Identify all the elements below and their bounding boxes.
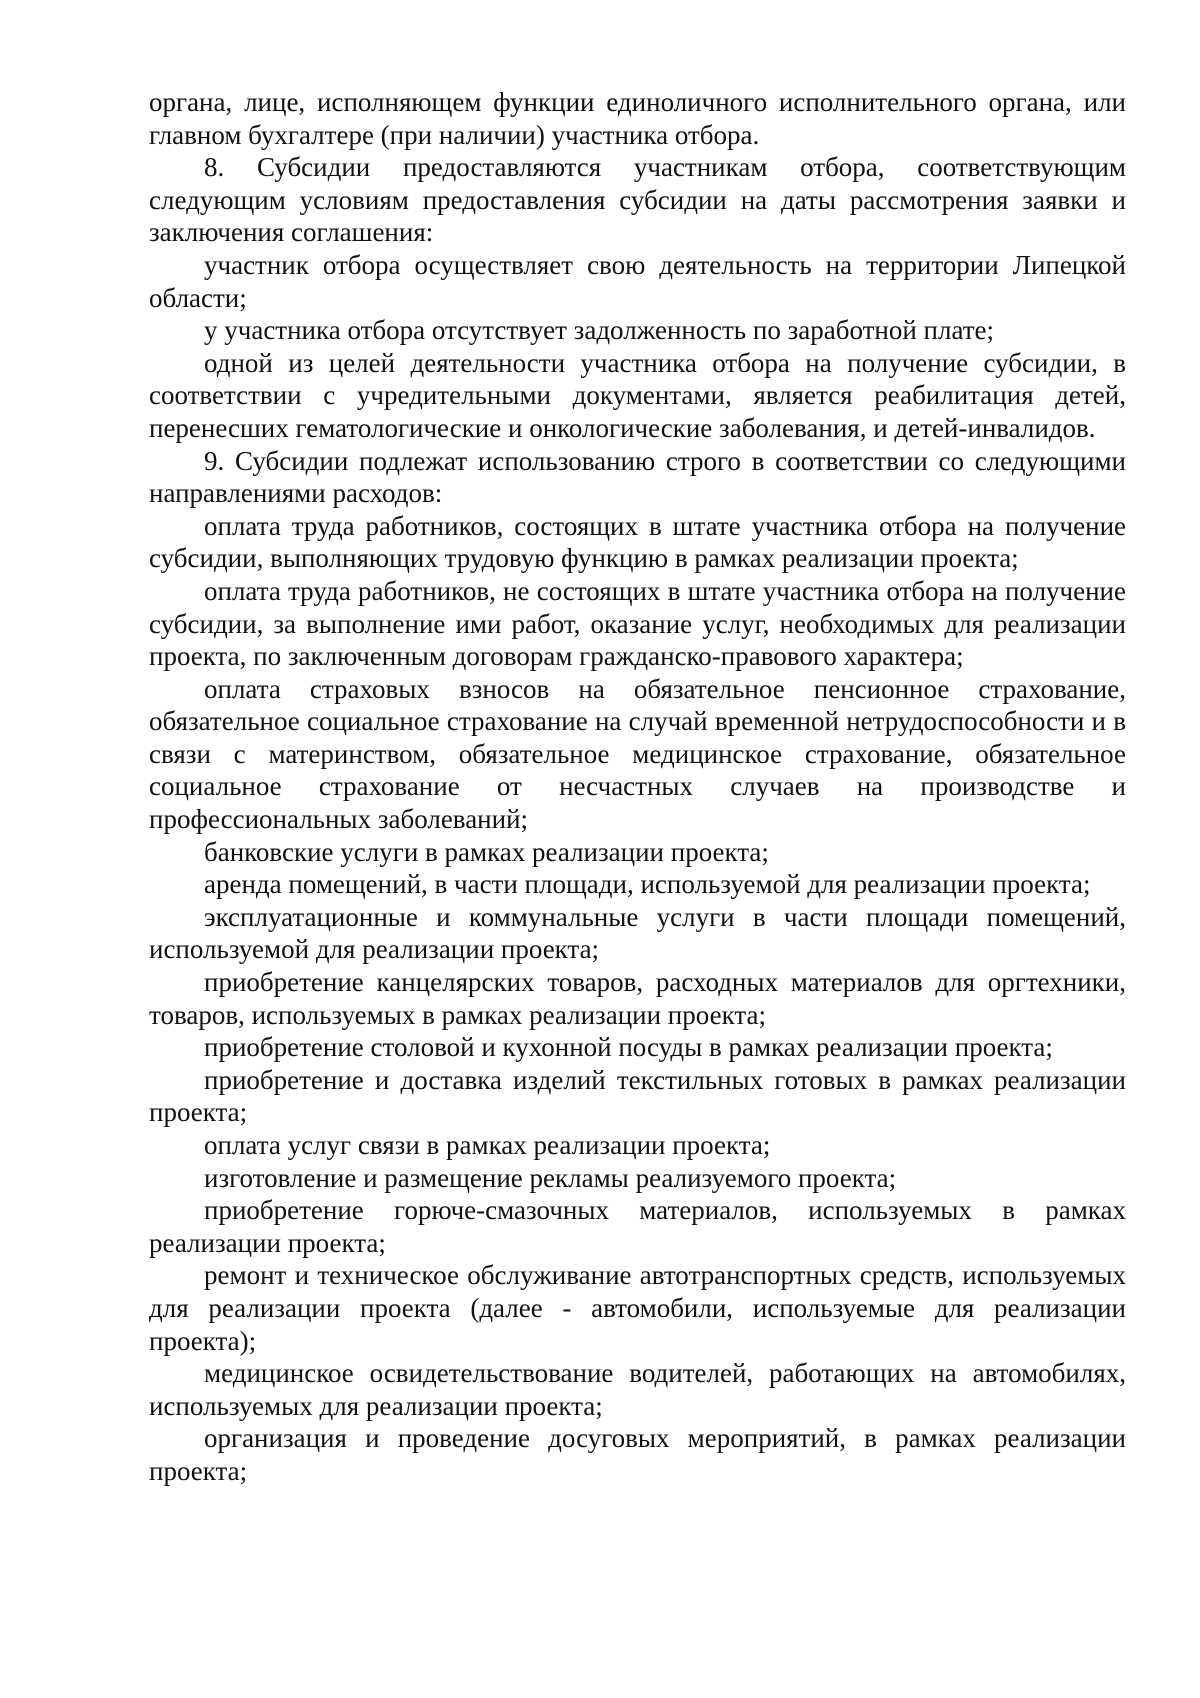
paragraph-continuation: органа, лице, исполняющем функции единоличного исполнительного органа, или главном бухгалтере (при наличии) участника отбора. [149, 87, 1126, 150]
paragraph-expense-rent: аренда помещений, в части площади, используемой для реализации проекта; [204, 869, 1091, 900]
paragraph-condition-no-debt: у участника отбора отсутствует задолженность по заработной плате; [204, 315, 995, 346]
paragraph-item-8: 8. Субсидии предоставляются участникам отбора, соответствующим следующим условиям предоставления субсидии на даты рассмотрения заявки и заключения соглашения: [149, 152, 1126, 248]
paragraph-expense-fuel: приобретение горюче-смазочных материалов, используемых в рамках реализации проекта; [149, 1195, 1126, 1258]
paragraph-expense-insurance: оплата страховых взносов на обязательное пенсионное страхование, обязательное социальное страхование на случай временной нетрудоспособности и в связи с материнством, обязательное медицинское страхование, обязательное социальное страхование от несчастных случаев на производстве и профессиональных заболеваний; [149, 673, 1126, 835]
document-body [149, 86, 1126, 1488]
paragraph-expense-contract-pay: оплата труда работников, не состоящих в штате участника отбора на получение субсидии, за выполнение ими работ, оказание услуг, необходимых для реализации проекта, по заключенным договорам гражданско-правового характера; [149, 575, 1126, 672]
paragraph-expense-communications: оплата услуг связи в рамках реализации проекта; [204, 1130, 771, 1160]
paragraph-expense-staff-pay: оплата труда работников, состоящих в штате участника отбора на получение субсидии, выполняющих трудовую функцию в рамках реализации проекта; [149, 510, 1126, 574]
paragraph-item-9: 9. Субсидии подлежат использованию строго в соответствии со следующими направлениями расходов: [149, 445, 1126, 509]
paragraph-expense-textiles: приобретение и доставка изделий текстильных готовых в рамках реализации проекта; [149, 1064, 1126, 1128]
paragraph-expense-utilities: эксплуатационные и коммунальные услуги в части площади помещений, используемой для реализации проекта; [149, 901, 1126, 965]
paragraph-expense-tableware: приобретение столовой и кухонной посуды в рамках реализации проекта; [204, 1032, 1053, 1063]
paragraph-expense-leisure-events: организация и проведение досуговых мероприятий, в рамках реализации проекта; [149, 1423, 1126, 1486]
paragraph-expense-office-supplies: приобретение канцелярских товаров, расходных материалов для оргтехники, товаров, используемых в рамках реализации проекта; [149, 967, 1126, 1030]
paragraph-condition-territory: участник отбора осуществляет свою деятельность на территории Липецкой области; [149, 249, 1126, 313]
paragraph-condition-goals: одной из целей деятельности участника отбора на получение субсидии, в соответствии с учредительными документами, является реабилитация детей, перенесших гематологические и онкологические заболевания, и детей-инвалидов. [149, 347, 1126, 443]
paragraph-expense-banking: банковские услуги в рамках реализации проекта; [204, 836, 769, 867]
paragraph-expense-advertising: изготовление и размещение рекламы реализуемого проекта; [204, 1162, 897, 1193]
paragraph-expense-vehicle-repair: ремонт и техническое обслуживание автотранспортных средств, используемых для реализации проекта (далее - автомобили, используемые для реализации проекта); [149, 1260, 1126, 1356]
paragraph-expense-driver-medical: медицинское освидетельствование водителей, работающих на автомобилях, используемых для реализации проекта; [149, 1358, 1126, 1421]
